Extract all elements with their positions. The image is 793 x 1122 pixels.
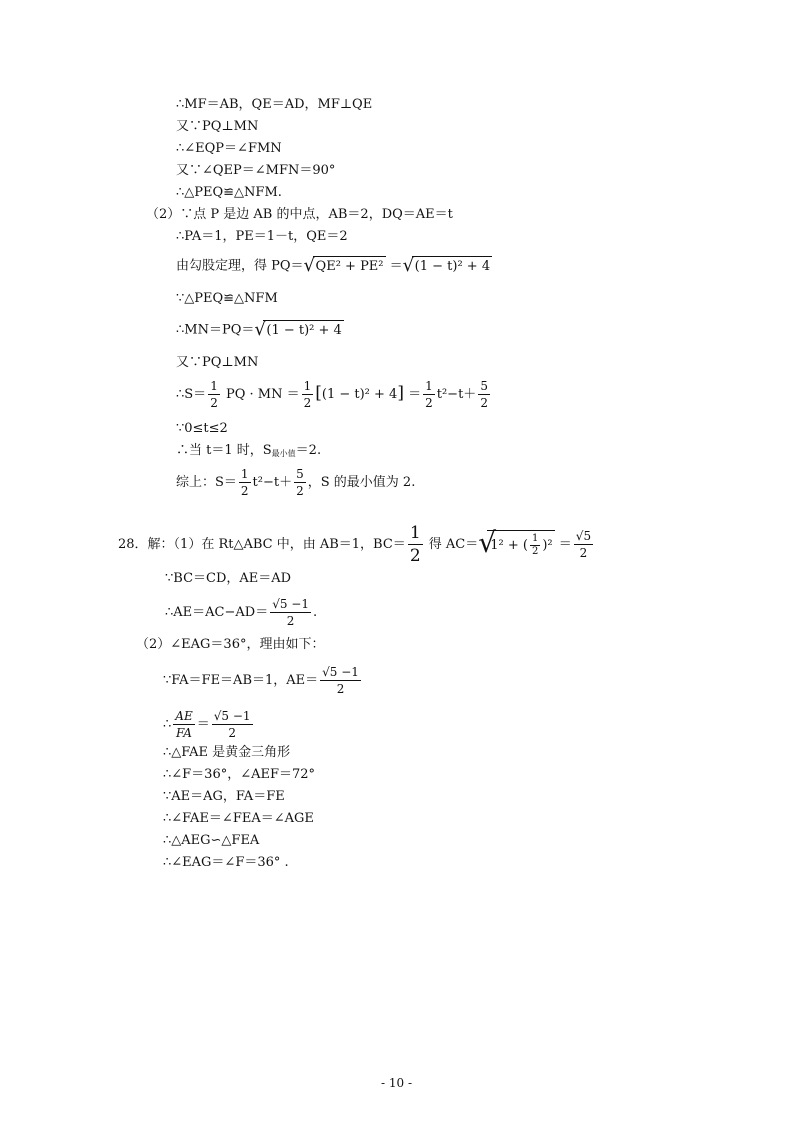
- line-similar: ∴△AEG∽△FEA: [163, 833, 260, 848]
- fraction-inner-half: $\frac{1}{2}$: [531, 532, 539, 557]
- line-pq-perp-mn: 又∵PQ⊥MN: [176, 119, 259, 134]
- line-pythagoras: 由勾股定理，得 PQ＝ √ QE² + PE² ＝ √ (1 − t)² + 4: [176, 255, 491, 276]
- fraction-bc: $\frac{1}{2}$: [409, 523, 421, 566]
- line-pa-pe-qe: ∴PA＝1，PE＝1－t，QE＝2: [176, 229, 348, 244]
- line-fa-fe: ∵FA＝FE＝AB＝1，AE＝ $\frac{√5 -1}{2}$: [163, 665, 359, 696]
- line-congruent-1: ∴△PEQ≌△NFM.: [176, 185, 282, 200]
- line-q28-part2: （2）∠EAG＝36°，理由如下：: [136, 637, 325, 652]
- fraction-half-3: $\frac{1}{2}$: [425, 379, 433, 410]
- fraction-ae-fa: $\frac{AE}{FA}$: [175, 709, 193, 740]
- sqrt-ac: √ 1² + ( $\frac{1}{2}$ )²: [478, 525, 553, 559]
- fraction-five-halves-2: $\frac{5}{2}$: [296, 467, 304, 498]
- fraction-half-1: $\frac{1}{2}$: [210, 379, 218, 410]
- fraction-ae-2: $\frac{√5 -1}{2}$: [322, 665, 359, 696]
- fraction-half-2: $\frac{1}{2}$: [303, 379, 312, 410]
- line-t-range: ∵0≤t≤2: [176, 421, 228, 436]
- line-area-s: ∴S＝ $\frac{1}{2}$ PQ · MN ＝ $\frac{1}{2}$ [(1 − t)² + 4] ＝ $\frac{1}{2}$ t²−t＋ $\frac{5}{2}$: [176, 379, 488, 410]
- fraction-half-4: $\frac{1}{2}$: [240, 467, 249, 498]
- sqrt-qe-pe: √ QE² + PE²: [303, 255, 384, 276]
- line-mf-ab: ∴MF＝AB，QE＝AD，MF⊥QE: [176, 97, 373, 112]
- line-ae-ag: ∵AE＝AG，FA＝FE: [163, 789, 285, 804]
- line-bc-cd: ∵BC＝CD，AE＝AD: [165, 571, 292, 586]
- page-number: - 10 -: [380, 1076, 412, 1090]
- sqrt-1-t: √ (1 − t)² + 4: [402, 255, 491, 276]
- sqrt-mn: √ (1 − t)² + 4: [254, 319, 342, 340]
- line-congruent-2: ∵△PEQ≌△NFM: [176, 291, 278, 306]
- fraction-five-halves: $\frac{5}{2}$: [480, 379, 488, 410]
- line-part2-given: （2）∵点 P 是边 AB 的中点，AB＝2，DQ＝AE＝t: [146, 207, 453, 222]
- line-ratio: ∴ $\frac{AE}{FA}$ ＝ $\frac{√5 -1}{2}$: [163, 709, 251, 740]
- line-s-min: ∴当 t＝1 时，$S_{最小值}=2$.: [176, 443, 322, 458]
- fraction-sqrt5-half: $\frac{√5}{2}$: [575, 529, 592, 560]
- line-pq-perp-mn-2: 又∵PQ⊥MN: [176, 355, 259, 370]
- line-mn-pq: ∴MN＝PQ＝ √ (1 − t)² + 4: [176, 319, 342, 340]
- line-summary: 综上：S＝ $\frac{1}{2}$ t²−t＋ $\frac{5}{2}$ ，S 的最小值为 2.: [176, 467, 416, 498]
- line-qep-mfn: 又∵∠QEP＝∠MFN＝90°: [176, 163, 336, 178]
- line-angles: ∴∠F＝36°，∠AEF＝72°: [163, 767, 316, 782]
- line-conclusion: ∴∠EAG＝∠F＝36° .: [163, 855, 289, 870]
- line-eqp-fmn: ∴∠EQP＝∠FMN: [176, 141, 282, 156]
- fraction-golden: $\frac{√5 -1}{2}$: [213, 709, 251, 740]
- line-q28-part1: 28．解：（1）在 Rt△ABC 中，由 AB＝1，BC＝ $\frac{1}{2}$ 得 AC＝ √ 1² + ( $\frac{1}{2}$ )² ＝ $\frac{√5}{2}$: [118, 523, 592, 566]
- line-golden-triangle: ∴△FAE 是黄金三角形: [163, 745, 291, 760]
- line-ae-value: ∴AE＝AC−AD＝ $\frac{√5 -1}{2}$ .: [165, 597, 318, 628]
- fraction-ae: $\frac{√5 -1}{2}$: [272, 597, 309, 628]
- line-angle-equal: ∴∠FAE＝∠FEA＝∠AGE: [163, 811, 314, 826]
